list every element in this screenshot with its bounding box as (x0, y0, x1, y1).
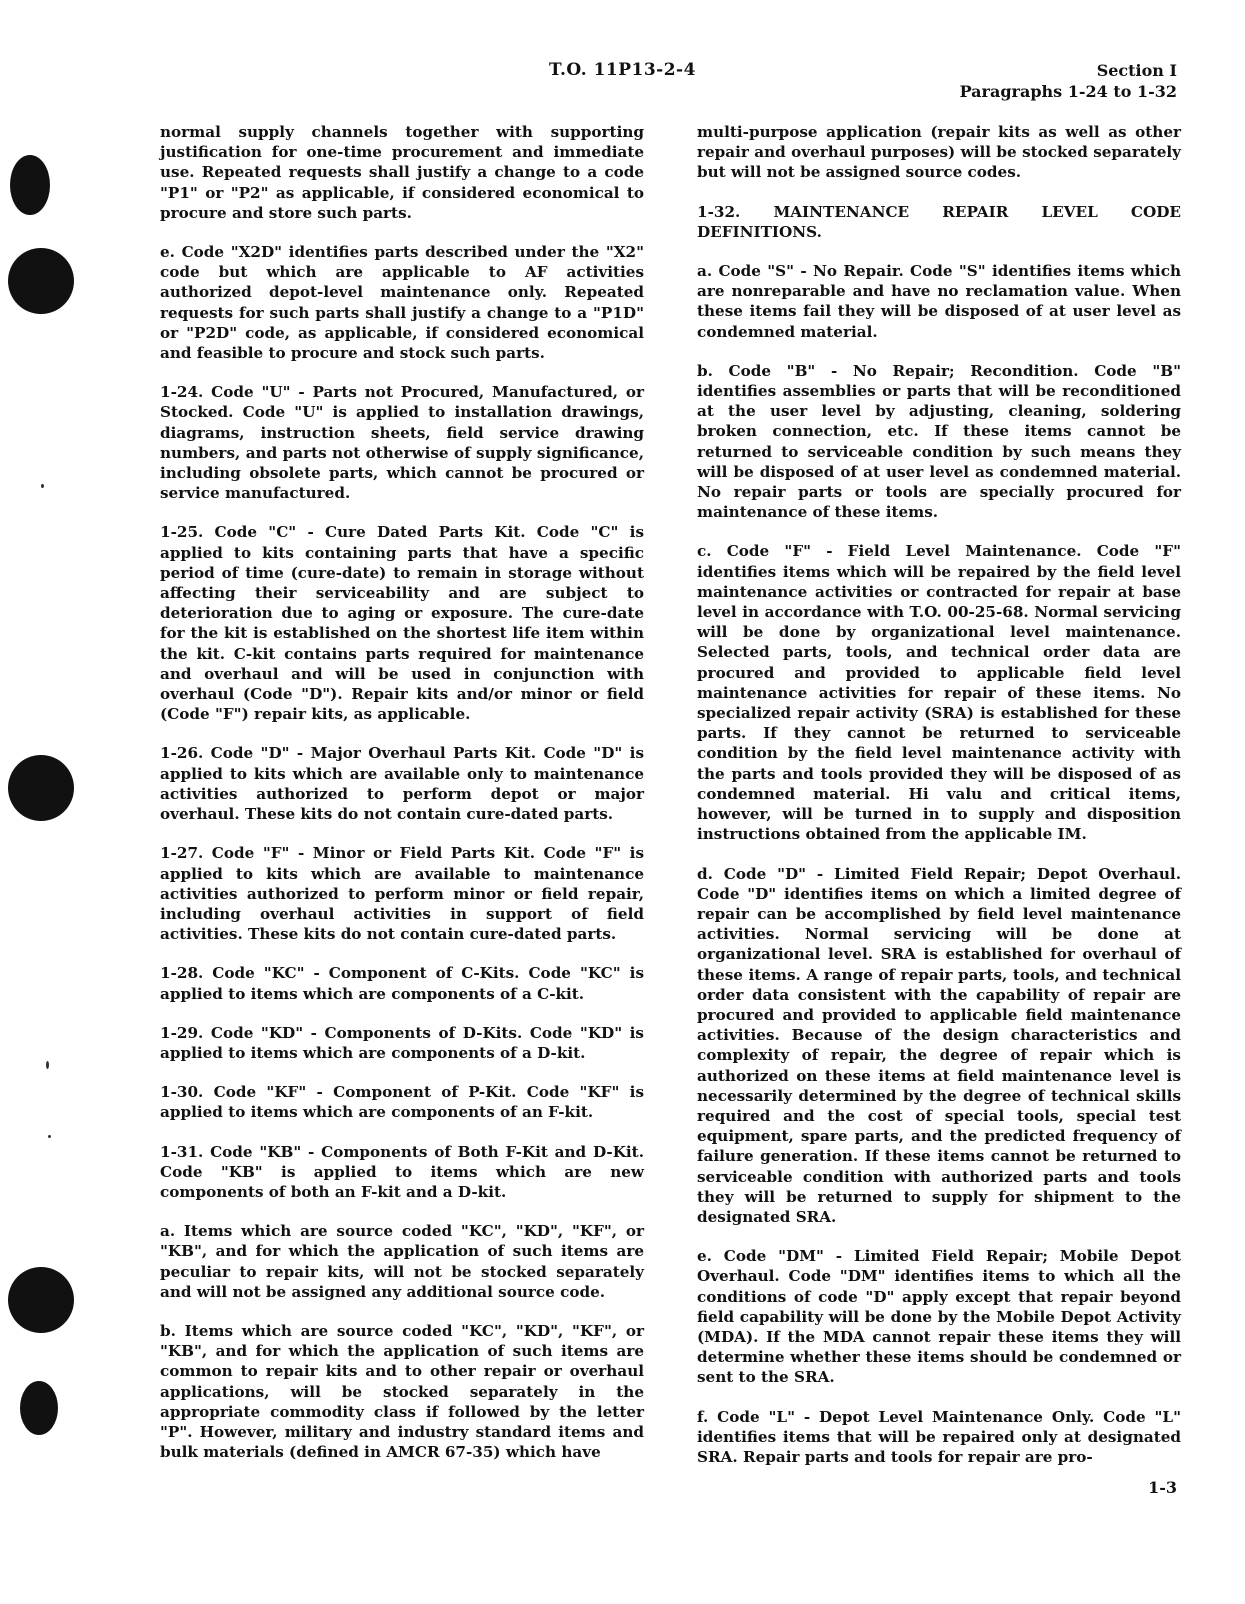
paragraph: f. Code "L" - Depot Level Maintenance Only. Code "L" identifies items that will be repaired only at designated SRA. Repair parts and tools for repair are pro- (697, 1407, 1181, 1466)
paragraph: c. Code "F" - Field Level Maintenance. Code "F" identifies items which will be repaired by the field level maintenance activities or contracted for repair at base level in accordance with T.O. 00-25-68. Normal servicing will be done by organizational level maintenance. Selected parts, tools, and technical order data are procured and provided to applicable field level maintenance activities for repair of these items. No specialized repair activity (SRA) is established for these parts. If they cannot be returned to serviceable condition by the field level maintenance activity with the parts and tools provided they will be disposed of as condemned material. Hi valu and critical items, however, will be turned in to supply and disposition instructions obtained from the applicable IM. (697, 542, 1181, 844)
right-column (697, 122, 1181, 1486)
binder-hole (10, 155, 50, 215)
binder-hole (8, 248, 74, 314)
paragraph: d. Code "D" - Limited Field Repair; Depot Overhaul. Code "D" identifies items on which a limited degree of repair can be accomplished by field level maintenance activities. Normal servicing will be done at organizational level. SRA is established for overhaul of these items. A range of repair parts, tools, and technical order data consistent with the capability of repair are procured and provided to applicable field maintenance activities. Because of the design characteristics and complexity of repair, the degree of repair which is authorized on these items at field maintenance level is necessarily determined by the degree of technical skills required and the cost of special tools, special test equipment, spare parts, and the predicted frequency of failure generation. If these items cannot be returned to serviceable condition with authorized parts and tools they will be returned to supply for shipment to the designated SRA. (697, 864, 1181, 1226)
paragraph: 1-28. Code "KC" - Component of C-Kits. Code "KC" is applied to items which are components of a C-kit. (160, 964, 644, 1003)
paragraph: e. Code "DM" - Limited Field Repair; Mobile Depot Overhaul. Code "DM" identifies items to which all the conditions of code "D" apply except that repair beyond field capability will be done by the Mobile Depot Activity (MDA). If the MDA cannot repair these items they will determine whether these items should be condemned or sent to the SRA. (697, 1247, 1181, 1387)
paragraph: multi-purpose application (repair kits as well as other repair and overhaul purposes) will be stocked separately but will not be assigned source codes. (697, 123, 1181, 182)
scan-speck (48, 1135, 51, 1138)
left-column (160, 122, 644, 1481)
paragraph: 1-24. Code "U" - Parts not Procured, Manufactured, or Stocked. Code "U" is applied to installation drawings, diagrams, instruction sheets, field service drawing numbers, and parts not otherwise of supply significance, including obsolete parts, which cannot be procured or service manufactured. (160, 383, 644, 503)
paragraph: e. Code "X2D" identifies parts described under the "X2" code but which are applicable to AF activities authorized depot-level maintenance only. Repeated requests for such parts shall justify a change to a "P1D" or "P2D" code, as applicable, if considered economical and feasible to procure and stock such parts. (160, 243, 644, 363)
paragraph: 1-30. Code "KF" - Component of P-Kit. Code "KF" is applied to items which are components of an F-kit. (160, 1083, 644, 1122)
section-label: Section I (1096, 61, 1177, 80)
document-number: T.O. 11P13-2-4 (549, 60, 696, 80)
paragraph: a. Items which are source coded "KC", "KD", "KF", or "KB", and for which the application of such items are peculiar to repair kits, will not be stocked separately and will not be assigned any additional source code. (160, 1222, 644, 1301)
section-heading: 1-32. MAINTENANCE REPAIR LEVEL CODE DEFINITIONS. (697, 202, 1181, 241)
binder-hole (8, 1267, 74, 1333)
paragraph: b. Items which are source coded "KC", "KD", "KF", or "KB", and for which the application of such items are common to repair kits and to other repair or overhaul applications, will be stocked separately in the appropriate commodity class if followed by the letter "P". However, military and industry standard items and bulk materials (defined in AMCR 67-35) which have (160, 1321, 644, 1462)
paragraph: 1-26. Code "D" - Major Overhaul Parts Kit. Code "D" is applied to kits which are available only to maintenance activities authorized to perform depot or major overhaul. These kits do not contain cure-dated parts. (160, 744, 644, 824)
section-header (960, 60, 1177, 102)
paragraph: b. Code "B" - No Repair; Recondition. Code "B" identifies assemblies or parts that will be reconditioned at the user level by adjusting, cleaning, soldering broken connection, etc. If these items cannot be returned to serviceable condition by such means they will be disposed of at user level as condemned material. No repair parts or tools are specially procured for maintenance of these items. (697, 361, 1181, 522)
paragraph: 1-25. Code "C" - Cure Dated Parts Kit. Code "C" is applied to kits containing parts that have a specific period of time (cure-date) to remain in storage without affecting their serviceability and are subject to deterioration due to aging or exposure. The cure-date for the kit is established on the shortest life item within the kit. C-kit contains parts required for maintenance and overhaul and will be used in conjunction with overhaul (Code "D"). Repair kits and/or minor or field (Code "F") repair kits, as applicable. (160, 523, 644, 724)
binder-hole (20, 1381, 58, 1435)
paragraph: 1-31. Code "KB" - Components of Both F-Kit and D-Kit. Code "KB" is applied to items which are new components of both an F-kit and a D-kit. (160, 1142, 644, 1201)
scan-speck (41, 484, 44, 488)
page-number: 1-3 (1148, 1478, 1177, 1497)
scan-speck (46, 1061, 49, 1069)
paragraph: 1-27. Code "F" - Minor or Field Parts Kit. Code "F" is applied to kits which are available to maintenance activities authorized to perform minor or field repair, including overhaul activities in support of field activities. These kits do not contain cure-dated parts. (160, 844, 644, 944)
paragraph: normal supply channels together with supporting justification for one-time procurement and immediate use. Repeated requests shall justify a change to a code "P1" or "P2" as applicable, if considered economical to procure and store such parts. (160, 123, 644, 222)
binder-hole (8, 755, 74, 821)
paragraph-range: Paragraphs 1-24 to 1-32 (959, 82, 1177, 101)
paragraph: 1-29. Code "KD" - Components of D-Kits. Code "KD" is applied to items which are components of a D-kit. (160, 1023, 644, 1062)
paragraph: a. Code "S" - No Repair. Code "S" identifies items which are nonreparable and have no reclamation value. When these items fail they will be disposed of at user level as condemned material. (697, 262, 1181, 341)
